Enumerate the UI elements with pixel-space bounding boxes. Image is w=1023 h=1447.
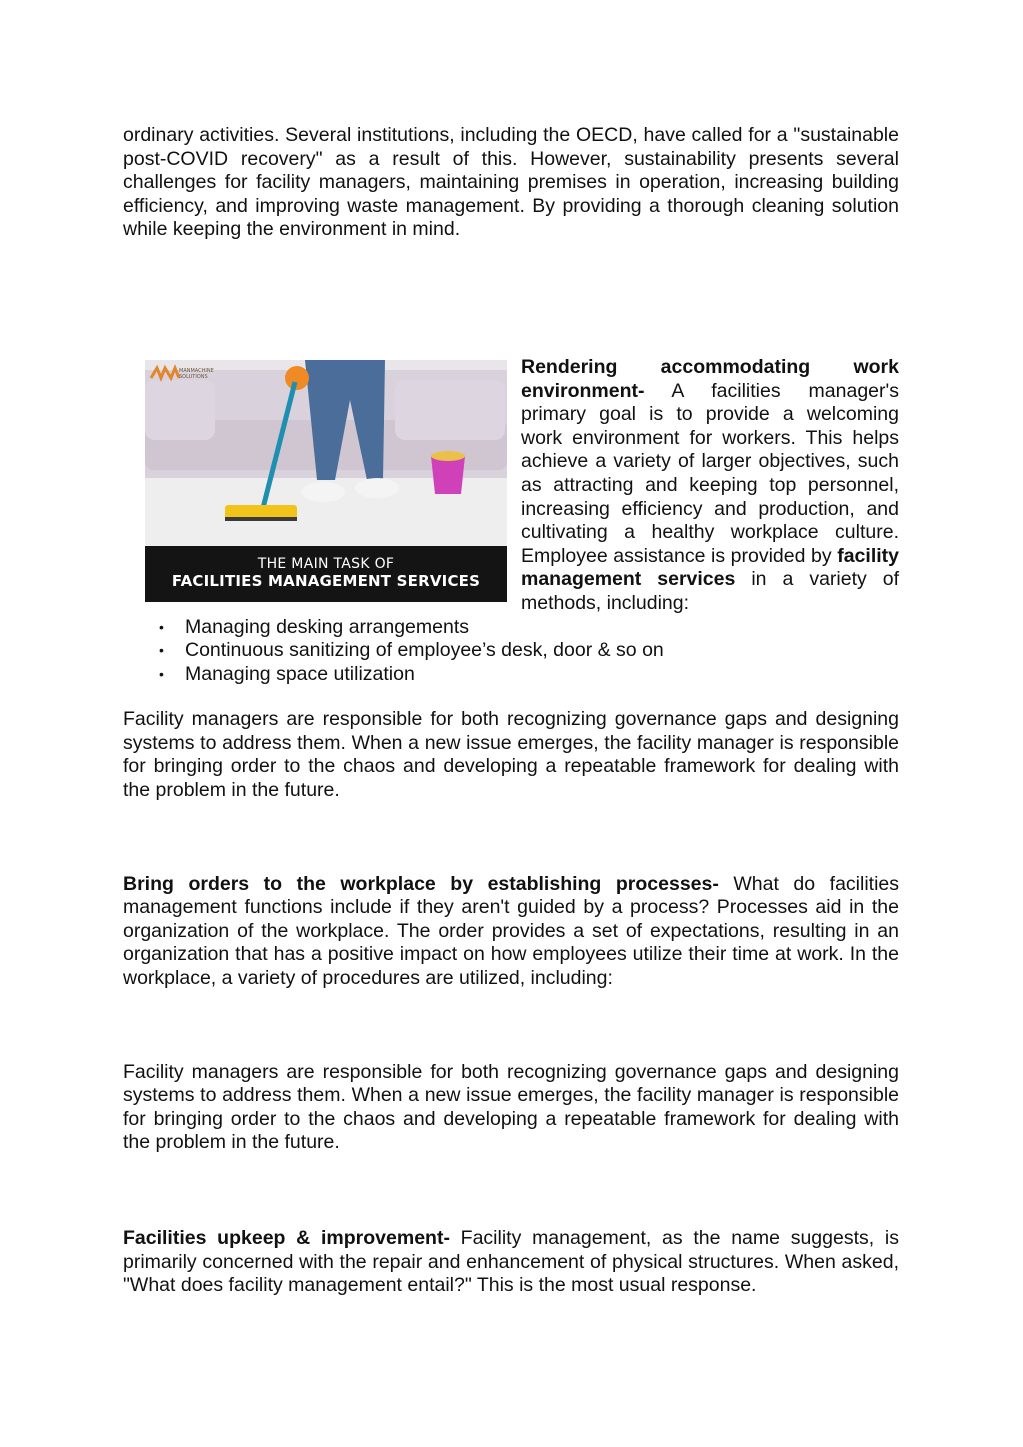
image-caption bbox=[145, 546, 507, 602]
company-logo bbox=[179, 368, 214, 380]
list-item: • Continuous sanitizing of employee’s desk, door & so on bbox=[185, 639, 899, 663]
governance-paragraph-1: Facility managers are responsible for both recognizing governance gaps and designing systems to address them. When a new issue emerges, the facility manager is responsible for bringing order to the chaos and developing a repeatable framework for dealing with the problem in the future. bbox=[123, 708, 899, 802]
upkeep-text: Facility management, as the name suggests, is primarily concerned with the repair and enhancement of physical structures. When asked, "What does facility management entail?" This is the most usual response. bbox=[123, 1227, 899, 1297]
intro-paragraph: ordinary activities. Several institutions, including the OECD, have called for a "sustainable post-COVID recovery" as a result of this. However, sustainability presents several challenges for facility managers, maintaining premises in operation, increasing building efficiency, and improving waste management. By providing a thorough cleaning solution while keeping the environment in mind. bbox=[123, 124, 899, 241]
work-environment-text-b: in a variety of methods, including: bbox=[521, 568, 900, 614]
processes-heading: Bring orders to the workplace by establishing processes- bbox=[123, 872, 719, 895]
list-item: • Managing space utilization bbox=[185, 663, 899, 687]
section-work-environment bbox=[123, 356, 899, 686]
work-environment-heading: Rendering accommodating work environment- bbox=[521, 355, 899, 402]
logo-text-2: SOLUTIONS bbox=[179, 373, 208, 380]
upkeep-paragraph bbox=[123, 1227, 899, 1298]
facilities-management-image bbox=[145, 360, 507, 602]
document-page bbox=[123, 124, 899, 1298]
caption-line-2: FACILITIES MANAGEMENT SERVICES bbox=[171, 571, 481, 590]
cleaning-photo bbox=[145, 360, 507, 546]
facility-management-services-term: facility management services bbox=[521, 544, 899, 591]
work-environment-text-a: A facilities manager's primary goal is to provide a welcoming work environment for workers. This helps achieve a variety of larger objectives, such as attracting and keeping top personnel, increasing efficiency and production, and cultivating a healthy workplace culture. Employee assistance is provided by bbox=[521, 379, 899, 567]
processes-text: What do facilities management functions include if they aren't guided by a process? Processes aid in the organization of the workplace. The order provides a set of expectations, resulting in an organization that has a positive impact on how employees utilize their time at work. In the workplace, a variety of procedures are utilized, including: bbox=[123, 872, 900, 990]
work-environment-bullet-list bbox=[123, 616, 899, 687]
processes-paragraph bbox=[123, 873, 899, 991]
logo-text-1: MANMACHINE bbox=[179, 367, 214, 374]
list-item: • Managing desking arrangements bbox=[185, 616, 899, 640]
caption-line-1: THE MAIN TASK OF bbox=[257, 555, 395, 572]
governance-paragraph-2: Facility managers are responsible for both recognizing governance gaps and designing systems to address them. When a new issue emerges, the facility manager is responsible for bringing order to the chaos and developing a repeatable framework for dealing with the problem in the future. bbox=[123, 1060, 899, 1154]
upkeep-heading: Facilities upkeep & improvement- bbox=[123, 1227, 450, 1249]
